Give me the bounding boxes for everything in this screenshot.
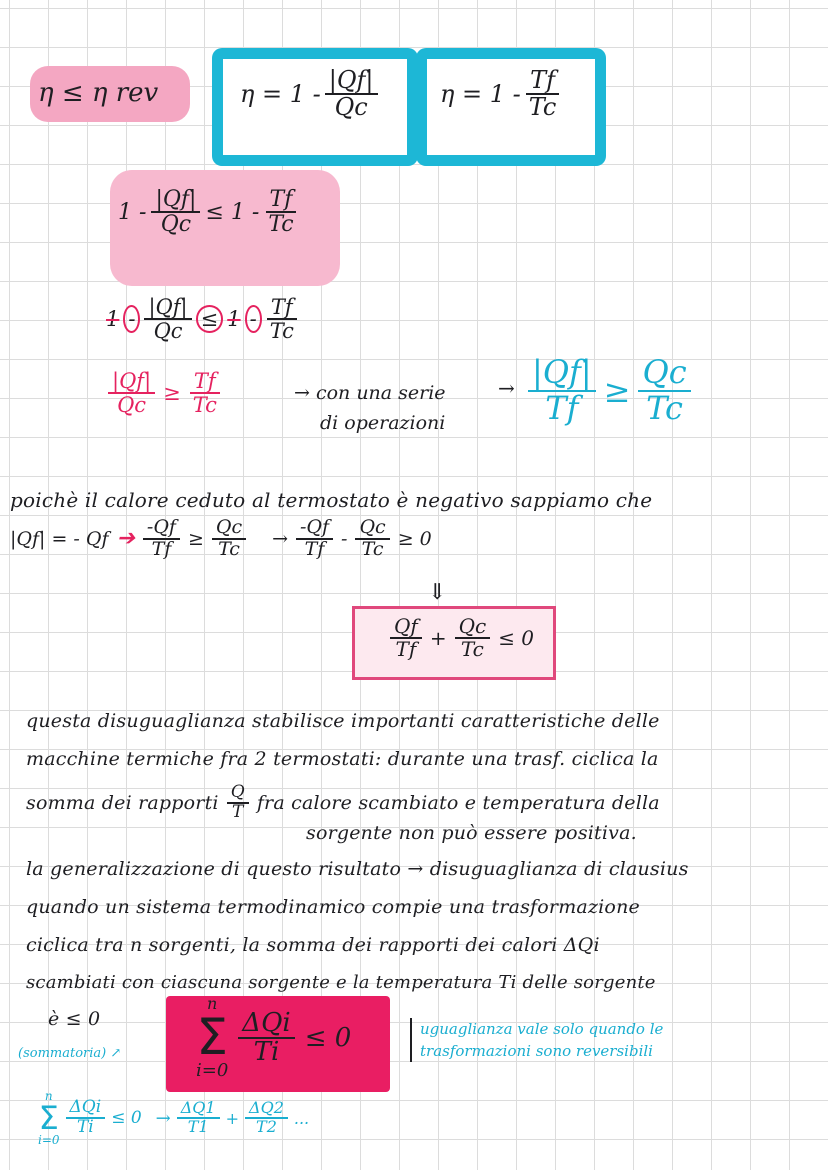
negative-heat-sentence: poichè il calore ceduto al termostato è negativo sappiamo che bbox=[10, 488, 653, 512]
fraction-denominator: Tc bbox=[269, 319, 294, 344]
q-over-t-fraction bbox=[227, 784, 249, 822]
fraction-denominator: Qc bbox=[334, 93, 368, 122]
fraction-denominator: Tf bbox=[395, 637, 417, 661]
fraction-numerator: ΔQ2 bbox=[245, 1100, 288, 1119]
minus-sign: - bbox=[341, 527, 348, 550]
le-one-minus-label: ≤ 1 - bbox=[205, 199, 260, 225]
fraction-numerator: ΔQ1 bbox=[177, 1100, 220, 1119]
fraction-denominator: Tf bbox=[545, 388, 579, 427]
ratio-result bbox=[528, 353, 691, 427]
le-zero: ≤ 0 bbox=[304, 1023, 352, 1053]
ge-zero: ≥ 0 bbox=[397, 527, 432, 550]
fraction-numerator: ΔQi bbox=[238, 1010, 294, 1039]
fraction-denominator: Qc bbox=[153, 319, 183, 344]
dq-over-t-fraction bbox=[66, 1099, 106, 1137]
sommatoria-label: (sommatoria) ↗ bbox=[18, 1046, 122, 1061]
tf-over-tc-fraction bbox=[266, 296, 298, 342]
fraction-numerator: Qc bbox=[355, 518, 389, 540]
dq2-over-t2-fraction bbox=[245, 1100, 288, 1136]
bold-arrow-icon: ➔ bbox=[116, 526, 135, 552]
qc-over-tc-fraction-2 bbox=[355, 518, 389, 560]
simplified-inequality bbox=[106, 296, 298, 342]
plus-sign: + bbox=[225, 1108, 240, 1128]
fraction-numerator: |Qf| bbox=[108, 370, 155, 394]
fraction-numerator: |Qf| bbox=[325, 68, 378, 95]
fraction-numerator: |Qf| bbox=[151, 188, 200, 213]
small-sum-symbol bbox=[38, 1090, 60, 1146]
circled-minus: - bbox=[123, 305, 140, 333]
fraction-denominator: Tf bbox=[304, 537, 325, 560]
fraction-denominator: T bbox=[231, 801, 244, 822]
dq1-over-t1-fraction bbox=[177, 1100, 220, 1136]
operations-note bbox=[294, 378, 446, 438]
fraction-numerator: -Qf bbox=[143, 518, 180, 540]
combined-inequality bbox=[118, 188, 298, 236]
fraction-numerator: |Qf| bbox=[144, 296, 191, 320]
carnot-formula bbox=[440, 68, 560, 120]
para2-line3b: fra calore scambiato e temperatura della bbox=[256, 791, 660, 814]
sum-upper-limit: n bbox=[206, 994, 218, 1013]
fraction-numerator: Qc bbox=[455, 616, 491, 639]
fraction-numerator: ΔQi bbox=[66, 1099, 106, 1119]
fraction-denominator: Ti bbox=[253, 1037, 280, 1067]
efficiency-formula bbox=[240, 68, 378, 120]
fraction-numerator: Tf bbox=[266, 188, 297, 213]
tf-over-tc-fraction bbox=[189, 370, 221, 416]
qf-over-tf-fraction bbox=[528, 353, 596, 427]
qc-over-tc-fraction bbox=[455, 616, 491, 660]
tf-over-tc-fraction bbox=[264, 188, 297, 236]
fraction-denominator: T1 bbox=[187, 1117, 209, 1136]
qf-over-qc-fraction bbox=[108, 370, 155, 416]
operations-arrow: → bbox=[498, 376, 515, 400]
fraction-denominator: Tc bbox=[218, 537, 240, 560]
ge-sign: ≥ bbox=[163, 381, 181, 406]
circled-le: ≤ bbox=[196, 305, 224, 333]
fraction-numerator: Qc bbox=[212, 518, 246, 540]
fraction-numerator: Tf bbox=[267, 296, 297, 320]
tf-over-tc-fraction bbox=[525, 68, 561, 120]
le-zero: ≤ 0 bbox=[111, 1108, 142, 1128]
arrow-icon: → bbox=[272, 527, 289, 550]
neg-qf-over-tf-fraction-2 bbox=[296, 518, 333, 560]
operations-note-line1: → con una serie bbox=[294, 382, 446, 404]
cancelled-one-2: 1 bbox=[227, 307, 241, 332]
ge-sign: ≥ bbox=[603, 371, 631, 410]
para2-line5: la generalizzazione di questo risultato → disuguaglianza di clausius bbox=[26, 858, 689, 880]
reversibility-note bbox=[410, 1018, 663, 1062]
circled-minus-2: - bbox=[245, 305, 262, 333]
eta-eq-label: η = 1 - bbox=[240, 80, 321, 109]
para2-line7: ciclica tra n sorgenti, la somma dei rapporti dei calori ΔQi bbox=[26, 934, 600, 956]
cancelled-one: 1 bbox=[106, 307, 120, 332]
sum-symbol bbox=[196, 996, 228, 1080]
ellipsis: ... bbox=[293, 1108, 310, 1128]
qf-over-qc-fraction bbox=[151, 188, 200, 236]
fraction-denominator: Qc bbox=[117, 393, 147, 418]
para2-line3 bbox=[26, 784, 660, 822]
sum-lower-limit: i=0 bbox=[38, 1133, 60, 1147]
one-minus-label: 1 - bbox=[118, 199, 147, 225]
para2-line9: è ≤ 0 bbox=[48, 1008, 101, 1030]
qc-over-tc-fraction bbox=[638, 353, 690, 427]
qf-over-tf-fraction bbox=[390, 616, 422, 660]
derivation-row bbox=[10, 518, 432, 560]
fraction-denominator: Tc bbox=[460, 637, 484, 661]
expanded-sum bbox=[38, 1090, 309, 1146]
sum-upper-limit: n bbox=[44, 1089, 53, 1103]
qc-over-tc-fraction bbox=[212, 518, 246, 560]
fraction-denominator: Tc bbox=[528, 93, 557, 122]
eta-eq2-label: η = 1 - bbox=[440, 80, 521, 109]
abs-qf-identity: |Qf| = - Qf bbox=[10, 527, 109, 550]
implies-icon: ⇓ bbox=[428, 580, 447, 605]
para2-line6: quando un sistema termodinamico compie una trasformazione bbox=[26, 896, 640, 918]
fraction-denominator: Ti bbox=[76, 1117, 94, 1137]
fraction-denominator: T2 bbox=[256, 1117, 277, 1136]
sigma-icon: Σ bbox=[196, 1008, 228, 1066]
fraction-denominator: Tf bbox=[151, 537, 172, 560]
fraction-numerator: Qf bbox=[390, 616, 422, 639]
fraction-numerator: Qc bbox=[638, 356, 690, 392]
para2-line2: macchine termiche fra 2 termostati: durante una trasf. ciclica la bbox=[26, 748, 659, 770]
reversibility-note-line1: uguaglianza vale solo quando le bbox=[420, 1020, 664, 1038]
qf-over-qc-fraction bbox=[144, 296, 191, 342]
para2-line3a: somma dei rapporti bbox=[26, 791, 219, 814]
fraction-numerator: |Qf| bbox=[528, 356, 596, 392]
qf-over-qc-fraction bbox=[325, 68, 378, 120]
fraction-numerator: -Qf bbox=[296, 518, 333, 540]
fraction-denominator: Tc bbox=[646, 388, 683, 427]
reversibility-note-line2: trasformazioni sono reversibili bbox=[420, 1042, 653, 1060]
dq-over-t-fraction bbox=[238, 1007, 294, 1067]
le-zero: ≤ 0 bbox=[498, 626, 535, 650]
neg-qf-over-tf-fraction bbox=[143, 518, 180, 560]
boxed-result-formula bbox=[390, 616, 534, 660]
ge-sign: ≥ bbox=[187, 527, 204, 550]
para2-line1: questa disuguaglianza stabilisce importanti caratteristiche delle bbox=[26, 710, 660, 732]
arrow-icon: → bbox=[155, 1107, 171, 1129]
fraction-denominator: Qc bbox=[160, 212, 192, 238]
fraction-denominator: Tc bbox=[361, 537, 384, 560]
para2-line8: scambiati con ciascuna sorgente e la temperatura Ti delle sorgente bbox=[26, 972, 656, 993]
clausius-inequality bbox=[196, 996, 351, 1080]
operations-note-line2: di operazioni bbox=[320, 412, 446, 434]
sigma-icon: Σ bbox=[38, 1099, 59, 1137]
para2-line4: sorgente non può essere positiva. bbox=[306, 822, 637, 844]
plus-sign: + bbox=[429, 626, 447, 650]
fraction-numerator: Q bbox=[227, 784, 249, 804]
fraction-numerator: Tf bbox=[190, 370, 220, 394]
reversed-inequality bbox=[108, 370, 221, 416]
eta-le-eta-rev-text: η ≤ η rev bbox=[38, 78, 159, 108]
sum-lower-limit: i=0 bbox=[196, 1060, 229, 1081]
fraction-denominator: Tc bbox=[192, 393, 217, 418]
fraction-denominator: Tc bbox=[268, 212, 294, 238]
fraction-numerator: Tf bbox=[526, 68, 559, 95]
